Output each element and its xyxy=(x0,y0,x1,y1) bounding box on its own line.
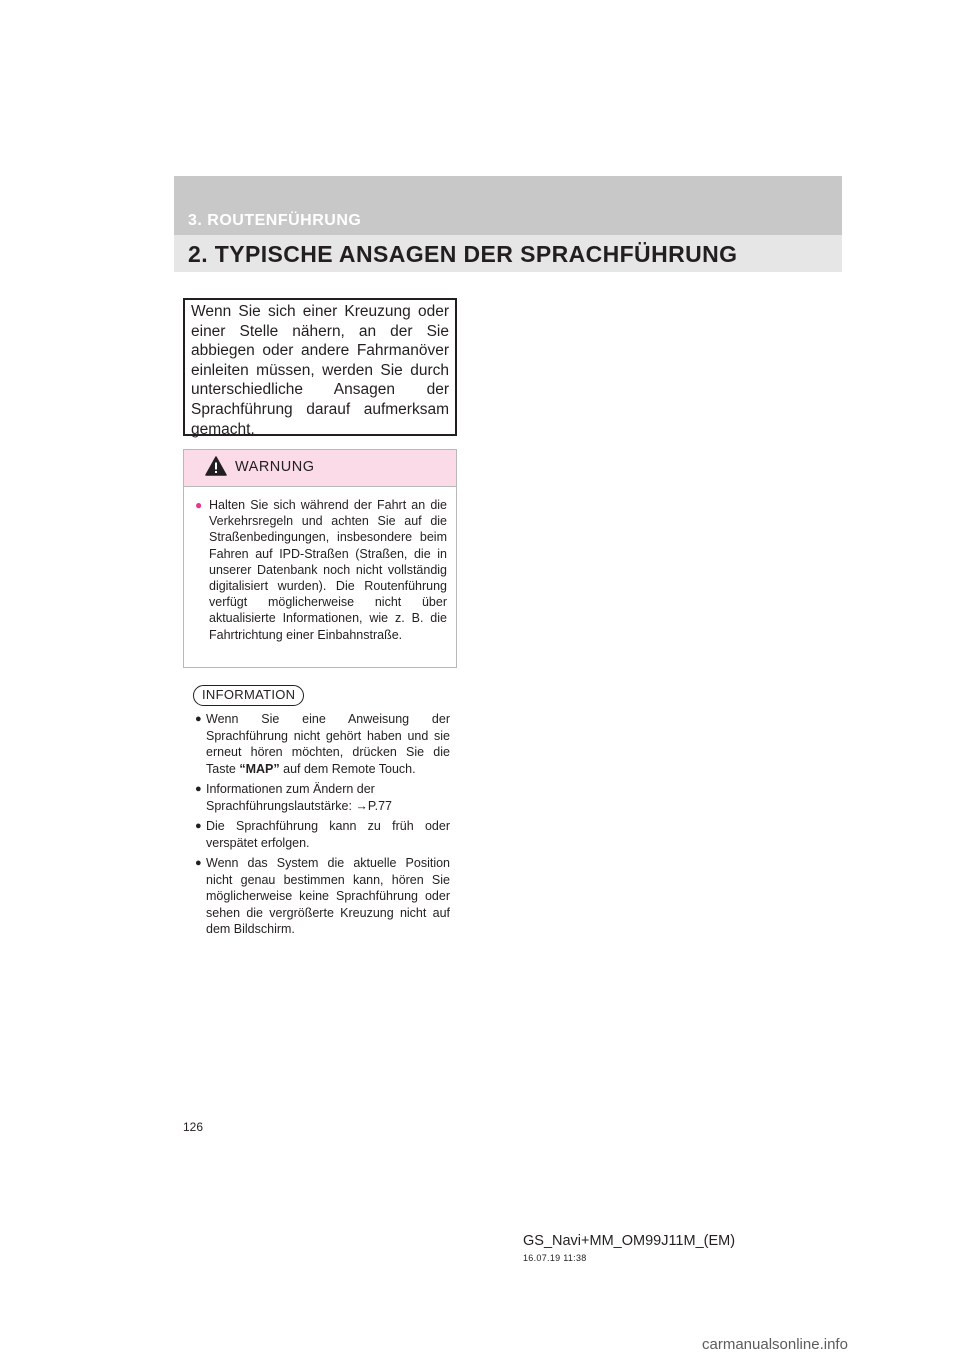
watermark: carmanualsonline.info xyxy=(702,1336,848,1353)
section-label: 3. ROUTENFÜHRUNG xyxy=(188,212,362,229)
bullet-icon: ● xyxy=(195,820,202,832)
warning-body xyxy=(184,487,456,643)
information-item xyxy=(195,855,450,938)
information-item-text: Informationen zum Ändern der Sprachführungslautstärke: →P.77 xyxy=(206,782,392,813)
header-band xyxy=(174,176,842,235)
bullet-icon: ● xyxy=(195,498,203,512)
document-code: GS_Navi+MM_OM99J11M_(EM) xyxy=(523,1233,736,1249)
map-button-label: “MAP” xyxy=(239,761,280,776)
information-item xyxy=(195,711,450,777)
intro-text: Wenn Sie sich einer Kreuzung oder einer Stelle nähern, an der Sie abbiegen oder andere Fahrmanöver einleiten müssen, werden Sie durch unterschiedliche Ansagen der Sprachführung darauf aufmerksam gemacht. xyxy=(191,303,449,438)
bullet-icon: ● xyxy=(195,783,202,795)
information-item-text: Die Sprachführung kann zu früh oder verspätet erfolgen. xyxy=(206,819,450,850)
document-date: 16.07.19 11:38 xyxy=(523,1253,587,1263)
warning-header xyxy=(184,450,456,487)
page-number: 126 xyxy=(183,1120,204,1134)
information-item-text: Wenn Sie eine Anweisung der Sprachführung nicht gehört haben und sie erneut hören möchten, drücken Sie die Taste xyxy=(206,712,450,776)
bullet-icon: ● xyxy=(195,713,202,725)
chapter-header xyxy=(174,176,842,272)
warning-box xyxy=(183,449,457,668)
information-label: INFORMATION xyxy=(193,685,304,706)
information-item-text: Wenn das System die aktuelle Position nicht genau bestimmen kann, hören Sie möglicherweise keine Sprachführung oder sehen die vergrößerte Kreuzung nicht auf dem Bildschirm. xyxy=(206,856,450,936)
warning-item-text: Halten Sie sich während der Fahrt an die Verkehrsregeln und achten Sie auf die Straßenbedingungen, insbesondere beim Fahren auf IPD-Straßen (Straßen, die in unserer Datenbank noch nicht vollständig digitalisiert wurden). Die Routenführung verfügt möglicherweise nicht über aktualisierte Informationen, wie z. B. die Fahrtrichtung einer Einbahnstraße. xyxy=(209,498,447,642)
information-list xyxy=(195,711,450,942)
information-item xyxy=(195,781,450,814)
chapter-title: 2. TYPISCHE ANSAGEN DER SPRACHFÜHRUNG xyxy=(188,241,738,267)
intro-box xyxy=(183,298,457,436)
warning-title: WARNUNG xyxy=(235,459,315,475)
warning-triangle-icon xyxy=(205,456,227,476)
information-item-text-end: auf dem Remote Touch. xyxy=(279,761,416,776)
bullet-icon: ● xyxy=(195,857,202,869)
information-item xyxy=(195,818,450,851)
warning-item xyxy=(195,497,447,643)
